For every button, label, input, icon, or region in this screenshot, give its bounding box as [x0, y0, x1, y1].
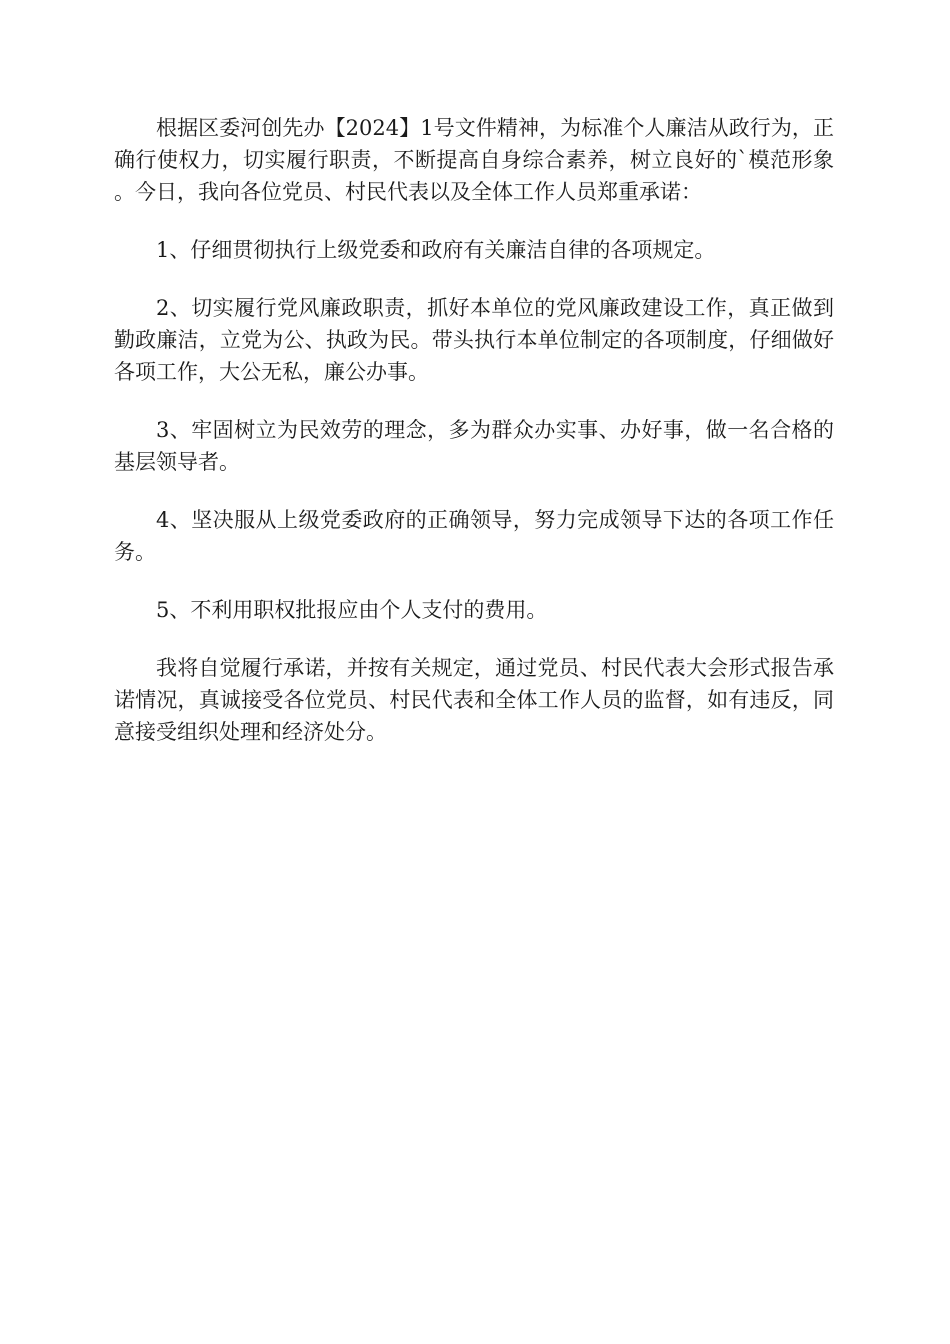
intro-paragraph: 根据区委河创先办【2024】1号文件精神，为标准个人廉洁从政行为，正确行使权力，切实履行职责，不断提高自身综合素养，树立良好的`模范形象。今日，我向各位党员、村民代表以及全体工作人员郑重承诺：	[114, 116, 834, 204]
pledge-item-2: 2、切实履行党风廉政职责，抓好本单位的党风廉政建设工作，真正做到勤政廉洁，立党为公、执政为民。带头执行本单位制定的各项制度，仔细做好各项工作，大公无私，廉公办事。	[114, 296, 834, 384]
pledge-item-5: 5、不利用职权批报应由个人支付的费用。	[156, 598, 548, 622]
pledge-item-1: 1、仔细贯彻执行上级党委和政府有关廉洁自律的各项规定。	[156, 238, 716, 262]
pledge-item-4: 4、坚决服从上级党委政府的正确领导，努力完成领导下达的各项工作任务。	[114, 508, 834, 564]
closing-paragraph: 我将自觉履行承诺，并按有关规定，通过党员、村民代表大会形式报告承诺情况，真诚接受各位党员、村民代表和全体工作人员的监督，如有违反，同意接受组织处理和经济处分。	[114, 656, 834, 744]
document-body	[114, 112, 834, 774]
pledge-item-3: 3、牢固树立为民效劳的理念，多为群众办实事、办好事，做一名合格的基层领导者。	[114, 418, 834, 474]
